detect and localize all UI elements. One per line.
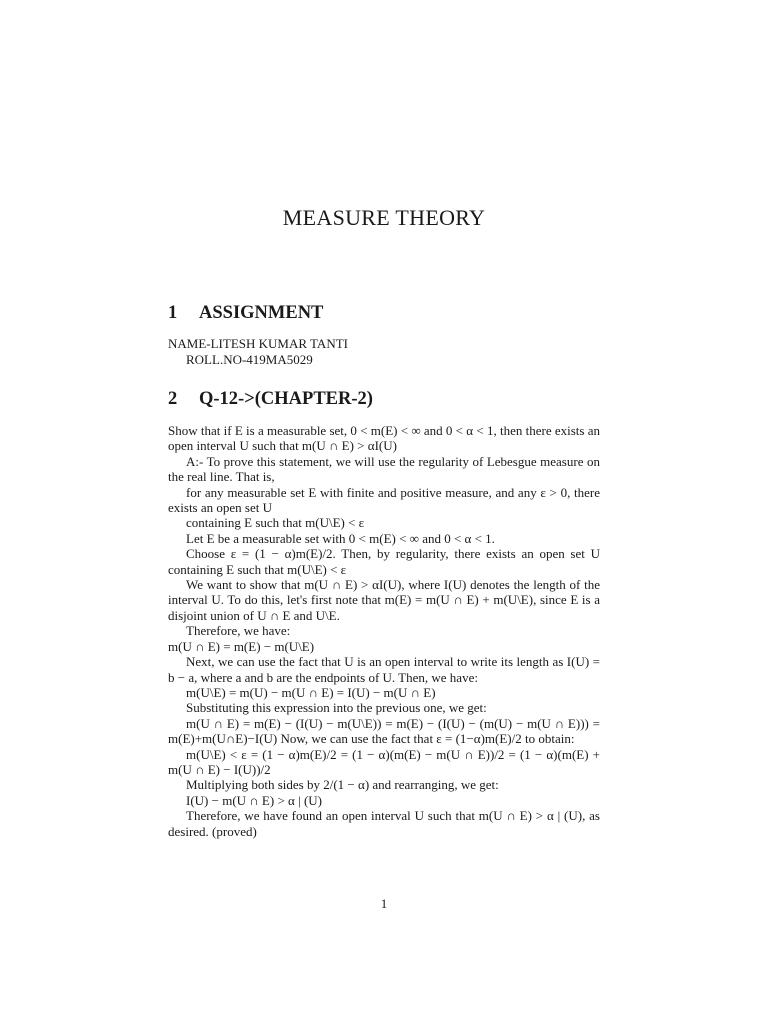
paragraph: A:- To prove this statement, we will use the regularity of Lebesgue measure on the real line. That is, bbox=[168, 453, 600, 485]
document-body bbox=[168, 423, 600, 839]
paragraph-problem-statement: Show that if E is a measurable set, 0 < m(E) < ∞ and 0 < α < 1, then there exists an open interval U such that m(U ∩ E) > αI(U) bbox=[168, 423, 600, 454]
equation-line: m(U ∩ E) = m(E) − m(U\E) bbox=[168, 638, 315, 654]
paragraph-conclusion: Therefore, we have found an open interval U such that m(U ∩ E) > α | (U), as desired. (proved) bbox=[168, 808, 600, 839]
paragraph: Substituting this expression into the previous one, we get: bbox=[186, 700, 487, 716]
equation-line: m(U\E) = m(U) − m(U ∩ E) = I(U) − m(U ∩ E) bbox=[186, 684, 436, 700]
paragraph: containing E such that m(U\E) < ε bbox=[186, 515, 365, 531]
section-title: Q-12->(CHAPTER-2) bbox=[199, 389, 373, 409]
section-number: 1 bbox=[168, 303, 178, 323]
author-block bbox=[168, 336, 348, 367]
section-heading-assignment bbox=[168, 303, 323, 324]
paragraph: Next, we can use the fact that U is an open interval to write its length as I(U) = b − a, where a and b are the endpoints of U. Then, we have: bbox=[168, 654, 600, 685]
author-roll-number: ROLL.NO-419MA5029 bbox=[186, 351, 313, 367]
paragraph: for any measurable set E with finite and positive measure, and any ε > 0, there exists an open set U bbox=[168, 484, 600, 516]
paragraph: We want to show that m(U ∩ E) > αI(U), where I(U) denotes the length of the interval U. To do this, let's first note that m(E) = m(U ∩ E) + m(U\E), since E is a disjoint union of U ∩ E and U\E. bbox=[168, 577, 600, 623]
section-title: ASSIGNMENT bbox=[199, 303, 324, 323]
equation-line: I(U) − m(U ∩ E) > α | (U) bbox=[186, 792, 322, 808]
paragraph: Therefore, we have: bbox=[186, 623, 291, 639]
section-heading-question bbox=[168, 389, 373, 410]
document-title: MEASURE THEORY bbox=[282, 205, 486, 230]
paragraph: Choose ε = (1 − α)m(E)/2. Then, by regularity, there exists an open set U containing E such that m(U\E) < ε bbox=[168, 546, 600, 577]
section-number: 2 bbox=[168, 389, 178, 409]
paragraph: Multiplying both sides by 2/(1 − α) and rearranging, we get: bbox=[186, 777, 499, 793]
paragraph: m(U\E) < ε = (1 − α)m(E)/2 = (1 − α)(m(E) − m(U ∩ E))/2 = (1 − α)(m(E) + m(U ∩ E) − I(U))/2 bbox=[168, 746, 600, 777]
author-name: NAME-LITESH KUMAR TANTI bbox=[168, 336, 348, 351]
paragraph: m(U ∩ E) = m(E) − (I(U) − m(U\E)) = m(E) − (I(U) − (m(U) − m(U ∩ E))) = m(E)+m(U∩E)−I(U) Now, we can use the fact that ε = (1−α)m(E)/2 to obtain: bbox=[168, 715, 600, 747]
page-number: 1 bbox=[380, 896, 388, 911]
paragraph: Let E be a measurable set with 0 < m(E) < ∞ and 0 < α < 1. bbox=[186, 530, 495, 546]
